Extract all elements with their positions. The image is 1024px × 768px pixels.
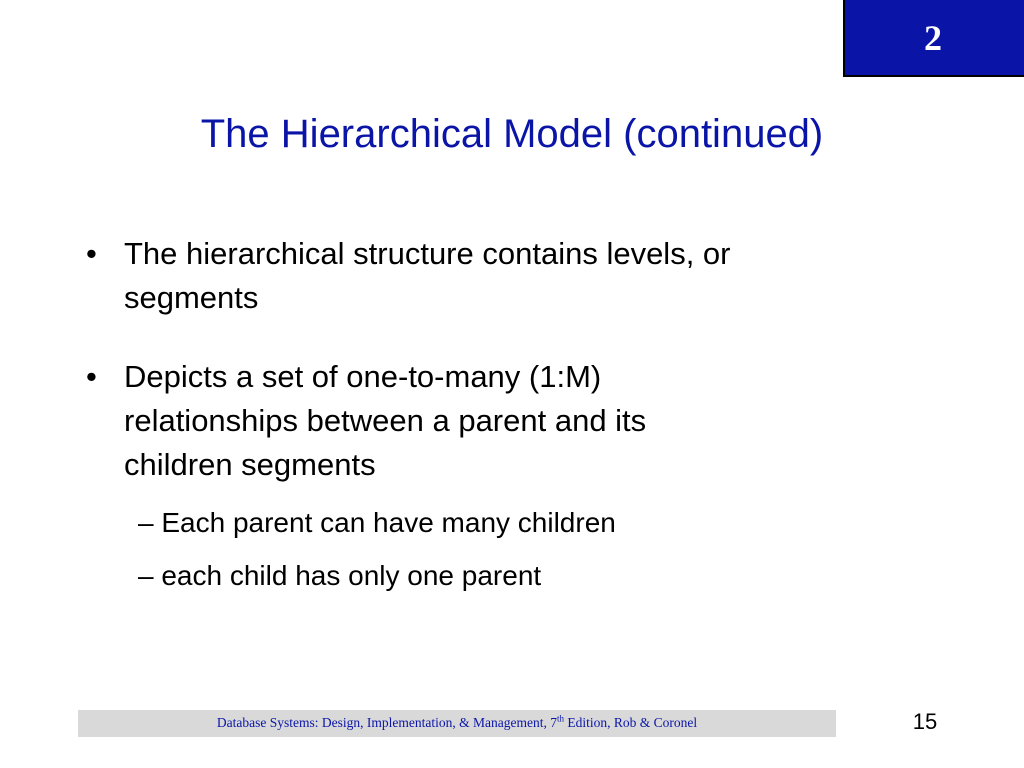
- footer-bar: [78, 710, 836, 737]
- page-number: 15: [912, 709, 938, 734]
- bullet-line: The hierarchical structure contains levels, or: [124, 236, 731, 271]
- footer-text-end: Edition, Rob & Coronel: [563, 715, 698, 730]
- bullet-line: relationships between a parent and its: [124, 403, 647, 438]
- footer-superscript: th: [556, 713, 564, 724]
- bullet-item: [124, 232, 924, 320]
- bullet-marker: •: [86, 359, 97, 394]
- bullet-marker: •: [86, 236, 97, 271]
- bullet-line: segments: [124, 280, 259, 315]
- bullet-line: children segments: [124, 447, 376, 482]
- chapter-number: 2: [924, 18, 942, 58]
- sub-bullet-item: – each child has only one parent: [138, 560, 542, 591]
- slide-title: The Hierarchical Model (continued): [200, 112, 824, 156]
- bullet-item: [124, 355, 924, 487]
- sub-bullet-item: – Each parent can have many children: [138, 507, 616, 538]
- bullet-line: Depicts a set of one-to-many (1:M): [124, 359, 602, 394]
- footer-citation: [78, 714, 836, 732]
- footer-text-main: Database Systems: Design, Implementation, & Management, 7: [216, 715, 557, 730]
